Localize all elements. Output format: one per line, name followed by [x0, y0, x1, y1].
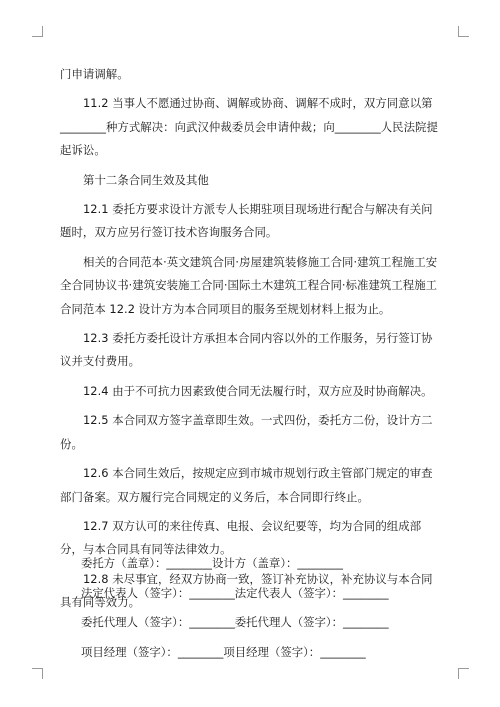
signature-line-legal-rep: 法定代表人（签字）：________法定代表人（签字）：________ — [81, 585, 389, 600]
signature-line-project-manager: 项目经理（签字）：________项目经理（签字）：________ — [81, 644, 366, 659]
signature-line-seal: 委托方（盖章）：________设计方（盖章）：________ — [81, 556, 343, 570]
crop-mark-bottom-right — [458, 668, 469, 679]
paragraph: 12.1 委托方要求设计方派专人长期驻项目现场进行配合与解决有关问题时，双方应另行签订技术咨询服务合同。 — [60, 202, 433, 240]
signature-line-agent: 委托代理人（签字）：________委托代理人（签字）：________ — [81, 615, 389, 629]
paragraph: 12.6 本合同生效后，按规定应到市城市规划行政主管部门规定的审查部门备案。双方履行完合同规定的义务后，本合同即行终止。 — [60, 466, 433, 504]
section-heading: 第十二条合同生效及其他 — [83, 172, 209, 187]
paragraph: 12.4 由于不可抗力因素致使合同无法履行时，双方应及时协商解决。 — [83, 383, 433, 398]
paragraph: 相关的合同范本·英文建筑合同·房屋建筑装修施工合同·建筑工程施工安全合同协议书·建筑安装施工合同·国际土木建筑工程合同·标准建筑工程施工合同范本 12.2 设计方为本合同项目的服务至规划材料上报为止。 — [60, 254, 438, 316]
paragraph: 12.8 未尽事宜，经双方协商一致，签订补充协议，补充协议与本合同具有同等效力。 — [60, 571, 433, 610]
paragraph: 11.2 当事人不愿通过协商、调解或协商、调解不成时，双方同意以第________种方式解决：向武汉仲裁委员会申请仲裁；向________人民法院提起诉讼。 — [60, 96, 438, 158]
crop-mark-top-left — [32, 26, 43, 37]
paragraph: 12.7 双方认可的来往传真、电报、会议纪要等，均为合同的组成部分，与本合同具有同等法律效力。 — [60, 518, 422, 557]
paragraph: 12.5 本合同双方签字盖章即生效。一式四份，委托方二份，设计方二份。 — [60, 413, 433, 451]
signature-block — [81, 549, 441, 667]
paragraph: 门申请调解。 — [60, 67, 129, 81]
crop-mark-bottom-left — [32, 668, 43, 679]
paragraph: 12.3 委托方委托设计方承担本合同内容以外的工作服务，另行签订协议并支付费用。 — [60, 331, 433, 369]
crop-mark-top-right — [458, 26, 469, 37]
document-body — [60, 63, 440, 615]
